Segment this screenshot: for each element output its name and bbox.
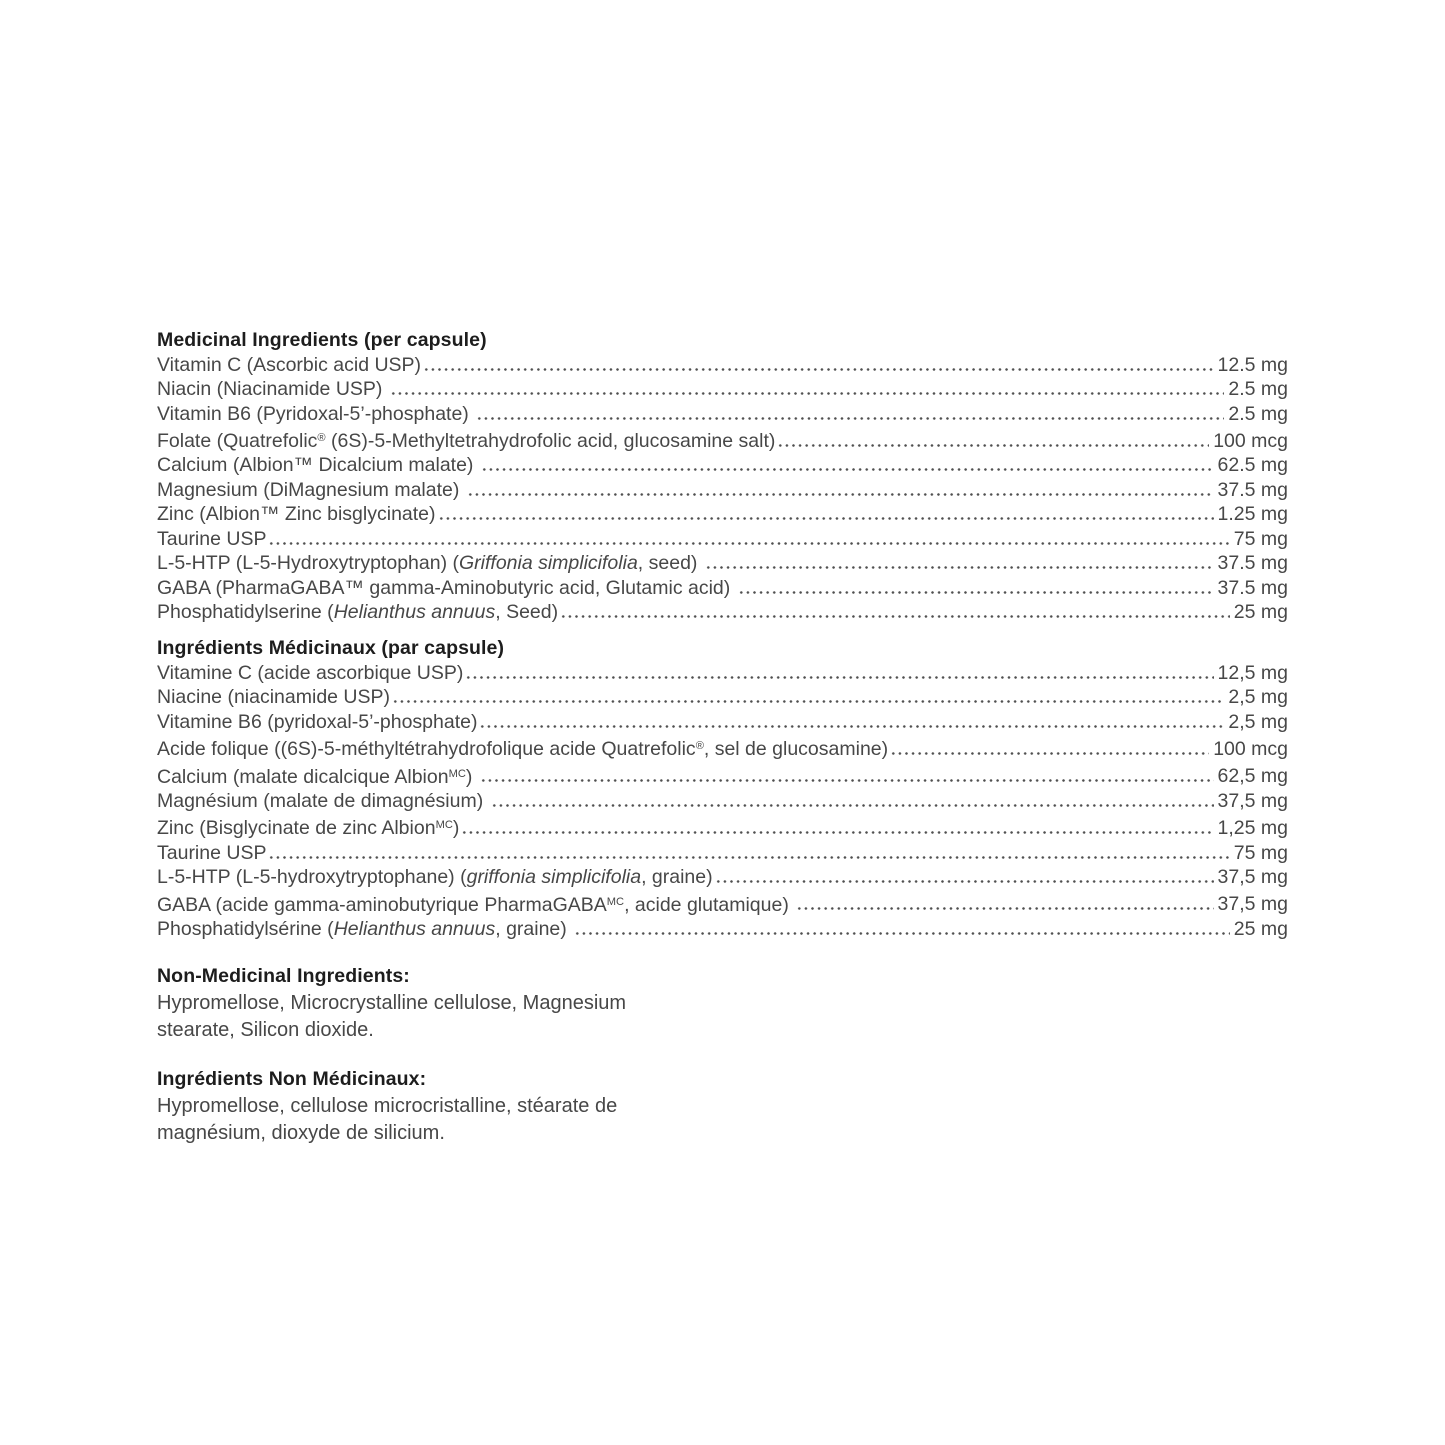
dotted-leader [476, 417, 1224, 420]
trademark-superscript: ® [695, 740, 704, 753]
ingredient-name [157, 353, 421, 378]
ingredient-amount: 37,5 mg [1217, 893, 1288, 916]
ingredient-name-text: L-5-HTP (L-5-hydroxytryptophane) ( [157, 866, 467, 889]
trademark-superscript: ® [317, 432, 326, 444]
ingredient-name-text: Acide folique ((6S)-5-méthyltétrahydrofolique acide Quatrefolic [157, 738, 696, 761]
ingredient-amount: 2.5 mg [1228, 402, 1288, 425]
ingredient-name-text: Calcium (malate dicalcique Albion [157, 765, 449, 788]
ingredient-list-en [157, 353, 1288, 625]
dotted-leader [574, 932, 1230, 935]
ingredient-amount: 2.5 mg [1228, 378, 1288, 400]
ingredient-name [157, 478, 465, 503]
non-medicinal-fr-body: Hypromellose, cellulose microcristalline, stéarate de magnésium, dioxyde de silicium. [157, 1095, 618, 1145]
ingredient-name-text: Folate (Quatrefolic [157, 429, 318, 452]
ingredient-name [157, 600, 558, 625]
ingredient-amount: 2,5 mg [1228, 686, 1288, 709]
ingredient-amount: 75 mg [1233, 527, 1288, 550]
section-non-medicinal-en [157, 963, 1288, 1044]
dotted-leader [467, 493, 1214, 496]
ingredient-name [157, 377, 388, 402]
ingredient-name-text: , seed) [637, 552, 703, 575]
ingredient-name [157, 576, 736, 601]
ingredient-name-text: , graine) [495, 917, 573, 940]
section-non-medicinal-fr [157, 1066, 1288, 1147]
dotted-leader [461, 831, 1213, 834]
ingredient-list-fr [157, 661, 1288, 942]
dotted-leader [715, 880, 1214, 883]
ingredient-amount: 75 mg [1233, 841, 1288, 864]
ingredient-row [157, 734, 1288, 761]
ingredient-row [157, 576, 1288, 601]
ingredient-row [157, 527, 1288, 552]
ingredient-amount: 37.5 mg [1217, 576, 1288, 599]
ingredient-name [157, 502, 436, 527]
ingredient-name [157, 402, 474, 427]
dotted-leader [392, 700, 1224, 703]
ingredient-amount: 2,5 mg [1228, 710, 1288, 733]
dotted-leader [465, 676, 1213, 679]
ingredient-name-text: GABA (acide gamma-aminobutyrique PharmaGABA [157, 893, 607, 916]
ingredient-name-text: ) [465, 765, 478, 788]
ingredient-name [157, 685, 390, 710]
latin-botanical-name: Griffonia simplicifolia [458, 552, 638, 575]
ingredient-name [157, 661, 463, 686]
ingredient-name-text: Zinc (Albion™ Zinc bisglycinate) [157, 503, 436, 526]
ingredient-name-text: Taurine USP [157, 841, 267, 864]
ingredient-name [157, 890, 794, 917]
trademark-superscript: MC [448, 767, 466, 780]
medicinal-en-header: Medicinal Ingredients (per capsule) [157, 329, 487, 351]
ingredient-row [157, 789, 1288, 814]
ingredient-name-text: Vitamin B6 (Pyridoxal-5’-phosphate) [157, 402, 475, 425]
ingredient-name-text: Niacine (niacinamide USP) [157, 686, 391, 709]
ingredient-amount: 37,5 mg [1217, 789, 1288, 812]
ingredient-name-text: GABA (PharmaGABA™ gamma-Aminobutyric acid, Glutamic acid) [157, 576, 736, 599]
ingredient-name [157, 789, 489, 814]
ingredient-row [157, 502, 1288, 527]
dotted-leader [268, 542, 1229, 545]
ingredient-name [157, 841, 266, 866]
ingredient-name-text: L-5-HTP (L-5-Hydroxytryptophan) ( [157, 552, 459, 575]
ingredient-name [157, 762, 478, 789]
ingredient-amount: 37.5 mg [1217, 552, 1288, 575]
non-medicinal-en-body: Hypromellose, Microcrystalline cellulose, Magnesium stearate, Silicon dioxide. [157, 992, 627, 1042]
ingredient-name [157, 710, 477, 735]
ingredient-row [157, 402, 1288, 427]
ingredient-row [157, 917, 1288, 942]
section-medicinal-en [157, 328, 1288, 625]
ingredient-row [157, 478, 1288, 503]
ingredient-row [157, 890, 1288, 917]
ingredient-name-text: Phosphatidylserine ( [157, 601, 334, 624]
ingredient-name-text: Taurine USP [157, 527, 267, 550]
dotted-leader [390, 392, 1225, 395]
ingredient-name-text: Phosphatidylsérine ( [157, 917, 334, 940]
ingredient-row [157, 710, 1288, 735]
dotted-leader [479, 725, 1224, 728]
ingredient-amount: 100 mcg [1213, 738, 1288, 761]
ingredient-name-text: , graine) [641, 866, 713, 889]
ingredient-name-text: , sel de glucosamine) [703, 738, 889, 761]
ingredient-name-text: Vitamin C (Ascorbic acid USP) [157, 353, 422, 376]
dotted-leader [491, 804, 1214, 807]
trademark-superscript: MC [606, 895, 625, 908]
dotted-leader [738, 591, 1214, 594]
ingredient-name-text: , acide glutamique) [624, 893, 795, 916]
dotted-leader [423, 368, 1213, 371]
non-medicinal-en-header: Non-Medicinal Ingredients: [157, 965, 410, 988]
ingredient-amount: 12.5 mg [1217, 353, 1288, 376]
ingredient-amount: 100 mcg [1213, 429, 1288, 452]
dotted-leader [796, 907, 1213, 910]
ingredient-name-text: Vitamine C (acide ascorbique USP) [157, 661, 464, 684]
ingredient-row [157, 426, 1288, 453]
ingredient-amount: 62,5 mg [1217, 765, 1288, 788]
ingredient-amount: 1.25 mg [1217, 503, 1288, 526]
ingredient-amount: 37,5 mg [1217, 866, 1288, 889]
ingredient-name-text: ) [452, 817, 460, 840]
ingredient-name-text: Calcium (Albion™ Dicalcium malate) [157, 454, 479, 477]
ingredient-name [157, 527, 266, 552]
ingredient-row [157, 377, 1288, 402]
ingredient-row [157, 865, 1288, 890]
ingredient-name [157, 917, 572, 942]
ingredient-name [157, 426, 775, 453]
ingredient-name [157, 453, 479, 478]
ingredient-amount: 37.5 mg [1217, 478, 1288, 501]
ingredient-name-text: Vitamine B6 (pyridoxal-5’-phosphate) [157, 710, 478, 733]
trademark-superscript: MC [435, 819, 453, 832]
latin-botanical-name: Helianthus annuus [333, 917, 496, 940]
ingredient-amount: 12,5 mg [1217, 661, 1288, 684]
ingredient-amount: 25 mg [1233, 601, 1288, 624]
ingredient-row [157, 685, 1288, 710]
ingredient-name-text: Zinc (Bisglycinate de zinc Albion [157, 817, 436, 840]
dotted-leader [480, 779, 1214, 782]
ingredient-row [157, 551, 1288, 576]
ingredient-name-text: Magnesium (DiMagnesium malate) [157, 478, 465, 501]
ingredient-row [157, 600, 1288, 625]
ingredient-row [157, 661, 1288, 686]
non-medicinal-fr-header: Ingrédients Non Médicinaux: [157, 1068, 427, 1091]
ingredient-row [157, 813, 1288, 840]
latin-botanical-name: griffonia simplicifolia [466, 866, 642, 889]
ingredient-row [157, 841, 1288, 866]
ingredient-name-text: , Seed) [495, 601, 559, 624]
ingredient-amount: 25 mg [1233, 917, 1288, 940]
ingredient-row [157, 353, 1288, 378]
ingredient-name [157, 551, 703, 576]
ingredient-name [157, 813, 459, 840]
dotted-leader [481, 468, 1214, 471]
dotted-leader [890, 752, 1209, 755]
dotted-leader [777, 444, 1209, 447]
dotted-leader [268, 856, 1229, 859]
ingredient-name-text: Magnésium (malate de dimagnésium) [157, 789, 489, 812]
ingredient-name [157, 865, 713, 890]
ingredient-name-text: Niacin (Niacinamide USP) [157, 378, 388, 400]
dotted-leader [705, 566, 1214, 569]
ingredient-amount: 1,25 mg [1217, 817, 1288, 840]
ingredient-row [157, 453, 1288, 478]
ingredient-row [157, 762, 1288, 789]
supplement-facts-panel [157, 328, 1288, 1147]
section-medicinal-fr [157, 636, 1288, 941]
medicinal-fr-header: Ingrédients Médicinaux (par capsule) [157, 637, 505, 660]
dotted-leader [560, 615, 1230, 618]
dotted-leader [438, 517, 1214, 520]
ingredient-amount: 62.5 mg [1217, 454, 1288, 477]
ingredient-name [157, 734, 888, 761]
ingredient-name-text: (6S)-5-Methyltetrahydrofolic acid, glucosamine salt) [325, 429, 776, 452]
latin-botanical-name: Helianthus annuus [333, 601, 496, 624]
